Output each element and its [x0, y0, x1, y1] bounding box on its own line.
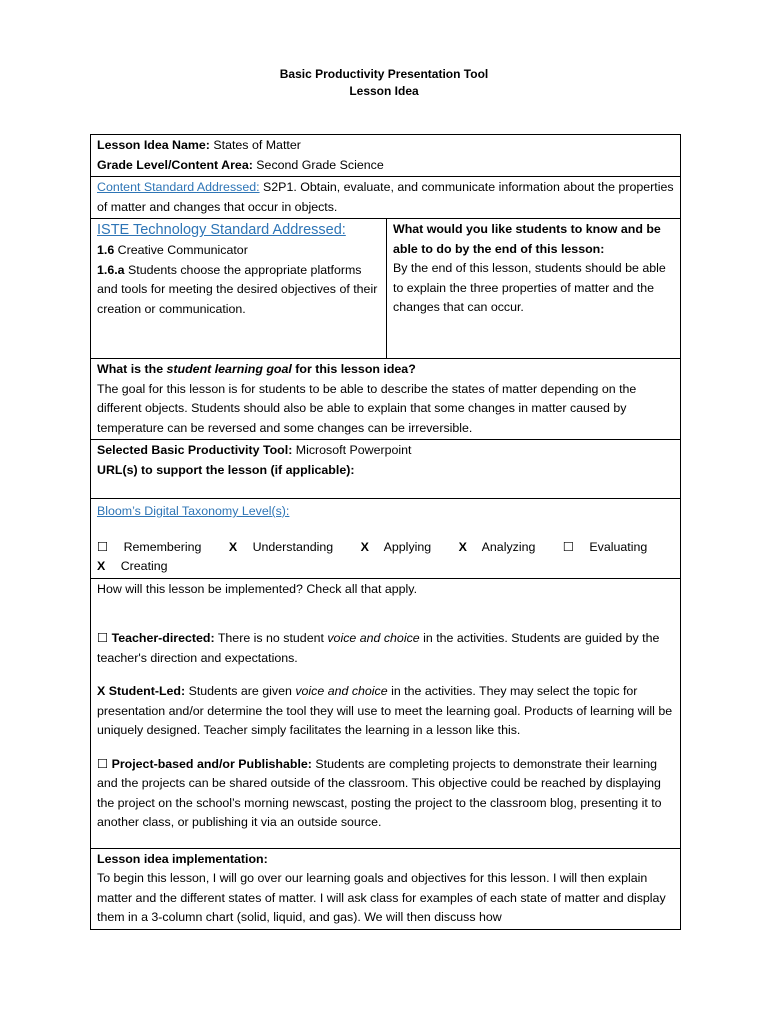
content-standard-value: S2P1. Obtain, evaluate, and communicate information about the properties of matter and changes that occur in objects.: [97, 180, 674, 214]
level-applying: X Applying: [360, 539, 432, 554]
student-led-option: X Student-Led: Students are given voice and choice in the activities. They may select the topic for presentation and/or determine the tool they will use to meet the learning goal. Products of learning will be uniquely designed. Teacher simply facilitates the learning in a lesson like this.: [97, 684, 673, 737]
lesson-name-label: Lesson Idea Name:: [97, 138, 210, 152]
blooms-taxonomy-link[interactable]: Bloom’s Digital Taxonomy Level(s):: [97, 504, 290, 518]
url-label: URL(s) to support the lesson (if applicable):: [97, 462, 355, 477]
level-creating: X Creating: [97, 559, 168, 573]
tool-label: Selected Basic Productivity Tool:: [97, 443, 293, 457]
implementation-text: To begin this lesson, I will go over our learning goals and objectives for this lesson. I will then explain matter and the different states of matter. I will ask class for examples of each state of matter and display them in a 3-column chart (solid, liquid, and gas). We will then discuss how: [97, 871, 666, 924]
implementation-label: Lesson idea implementation:: [97, 851, 268, 866]
iste-standard-cell: [91, 219, 387, 359]
document-title: [0, 66, 768, 100]
iste-1-6a-number: 1.6.a: [97, 262, 125, 277]
teacher-directed-mark: ☐: [97, 631, 109, 645]
blooms-levels: [97, 538, 674, 577]
learning-goal-question: What is the student learning goal for this lesson idea?: [97, 362, 416, 376]
level-remembering: ☐ Remembering: [97, 539, 202, 554]
know-do-answer: By the end of this lesson, students should be able to explain the three properties of matter and the changes that can occur.: [393, 261, 666, 314]
implementation-types-cell: [91, 578, 681, 848]
iste-1-6-text: Creative Communicator: [114, 243, 248, 257]
content-standard-link[interactable]: Content Standard Addressed:: [97, 180, 260, 194]
grade-level-label: Grade Level/Content Area:: [97, 157, 253, 172]
iste-1-6a-text: Students choose the appropriate platforms and tools for meeting the desired objectives of their creation or communication.: [97, 262, 378, 316]
level-evaluating: ☐ Evaluating: [562, 539, 648, 554]
student-led-label: Student-Led:: [108, 684, 186, 698]
title-line-1: Basic Productivity Presentation Tool: [279, 67, 489, 81]
lesson-name-cell: [91, 135, 681, 177]
implementation-cell: [91, 848, 681, 929]
title-line-2: Lesson Idea: [349, 84, 419, 98]
blooms-cell: [91, 499, 681, 579]
know-do-question: What would you like students to know and be able to do by the end of this lesson:: [393, 222, 661, 256]
learning-goal-cell: [91, 359, 681, 440]
iste-1-6-number: 1.6: [97, 243, 115, 257]
learning-goal-answer: The goal for this lesson is for students to be able to describe the states of matter depending on the different objects. Students should also be able to explain that some changes in matter caused by temperature can be reversed and some changes can be irreversible.: [97, 381, 637, 435]
know-do-cell: [387, 219, 681, 359]
content-standard-cell: [91, 177, 681, 219]
level-analyzing: X Analyzing: [458, 539, 536, 554]
level-understanding: X Understanding: [228, 539, 334, 554]
productivity-tool-cell: [91, 440, 681, 499]
tool-value: Microsoft Powerpoint: [292, 443, 412, 457]
lesson-table: [90, 134, 681, 930]
student-led-mark: X: [97, 684, 106, 698]
teacher-directed-label: Teacher-directed:: [111, 631, 215, 645]
lesson-name-value: States of Matter: [209, 138, 301, 152]
implementation-question: How will this lesson be implemented? Check all that apply.: [97, 581, 418, 596]
grade-level-value: Second Grade Science: [252, 157, 384, 172]
iste-standard-link[interactable]: ISTE Technology Standard Addressed:: [97, 222, 346, 238]
teacher-directed-option: ☐ Teacher-directed: There is no student voice and choice in the activities. Students are guided by the teacher's direction and expectations.: [97, 631, 660, 665]
project-based-option: ☐ Project-based and/or Publishable: Students are completing projects to demonstrate their learning and the projects can be shared outside of the classroom. This objective could be reached by displaying the project on the school’s morning newscast, posting the project to the classroom blog, presenting it to another class, or publishing it via an outside source.: [97, 756, 662, 829]
project-based-mark: ☐: [97, 756, 109, 771]
project-based-label: Project-based and/or Publishable:: [111, 756, 312, 771]
